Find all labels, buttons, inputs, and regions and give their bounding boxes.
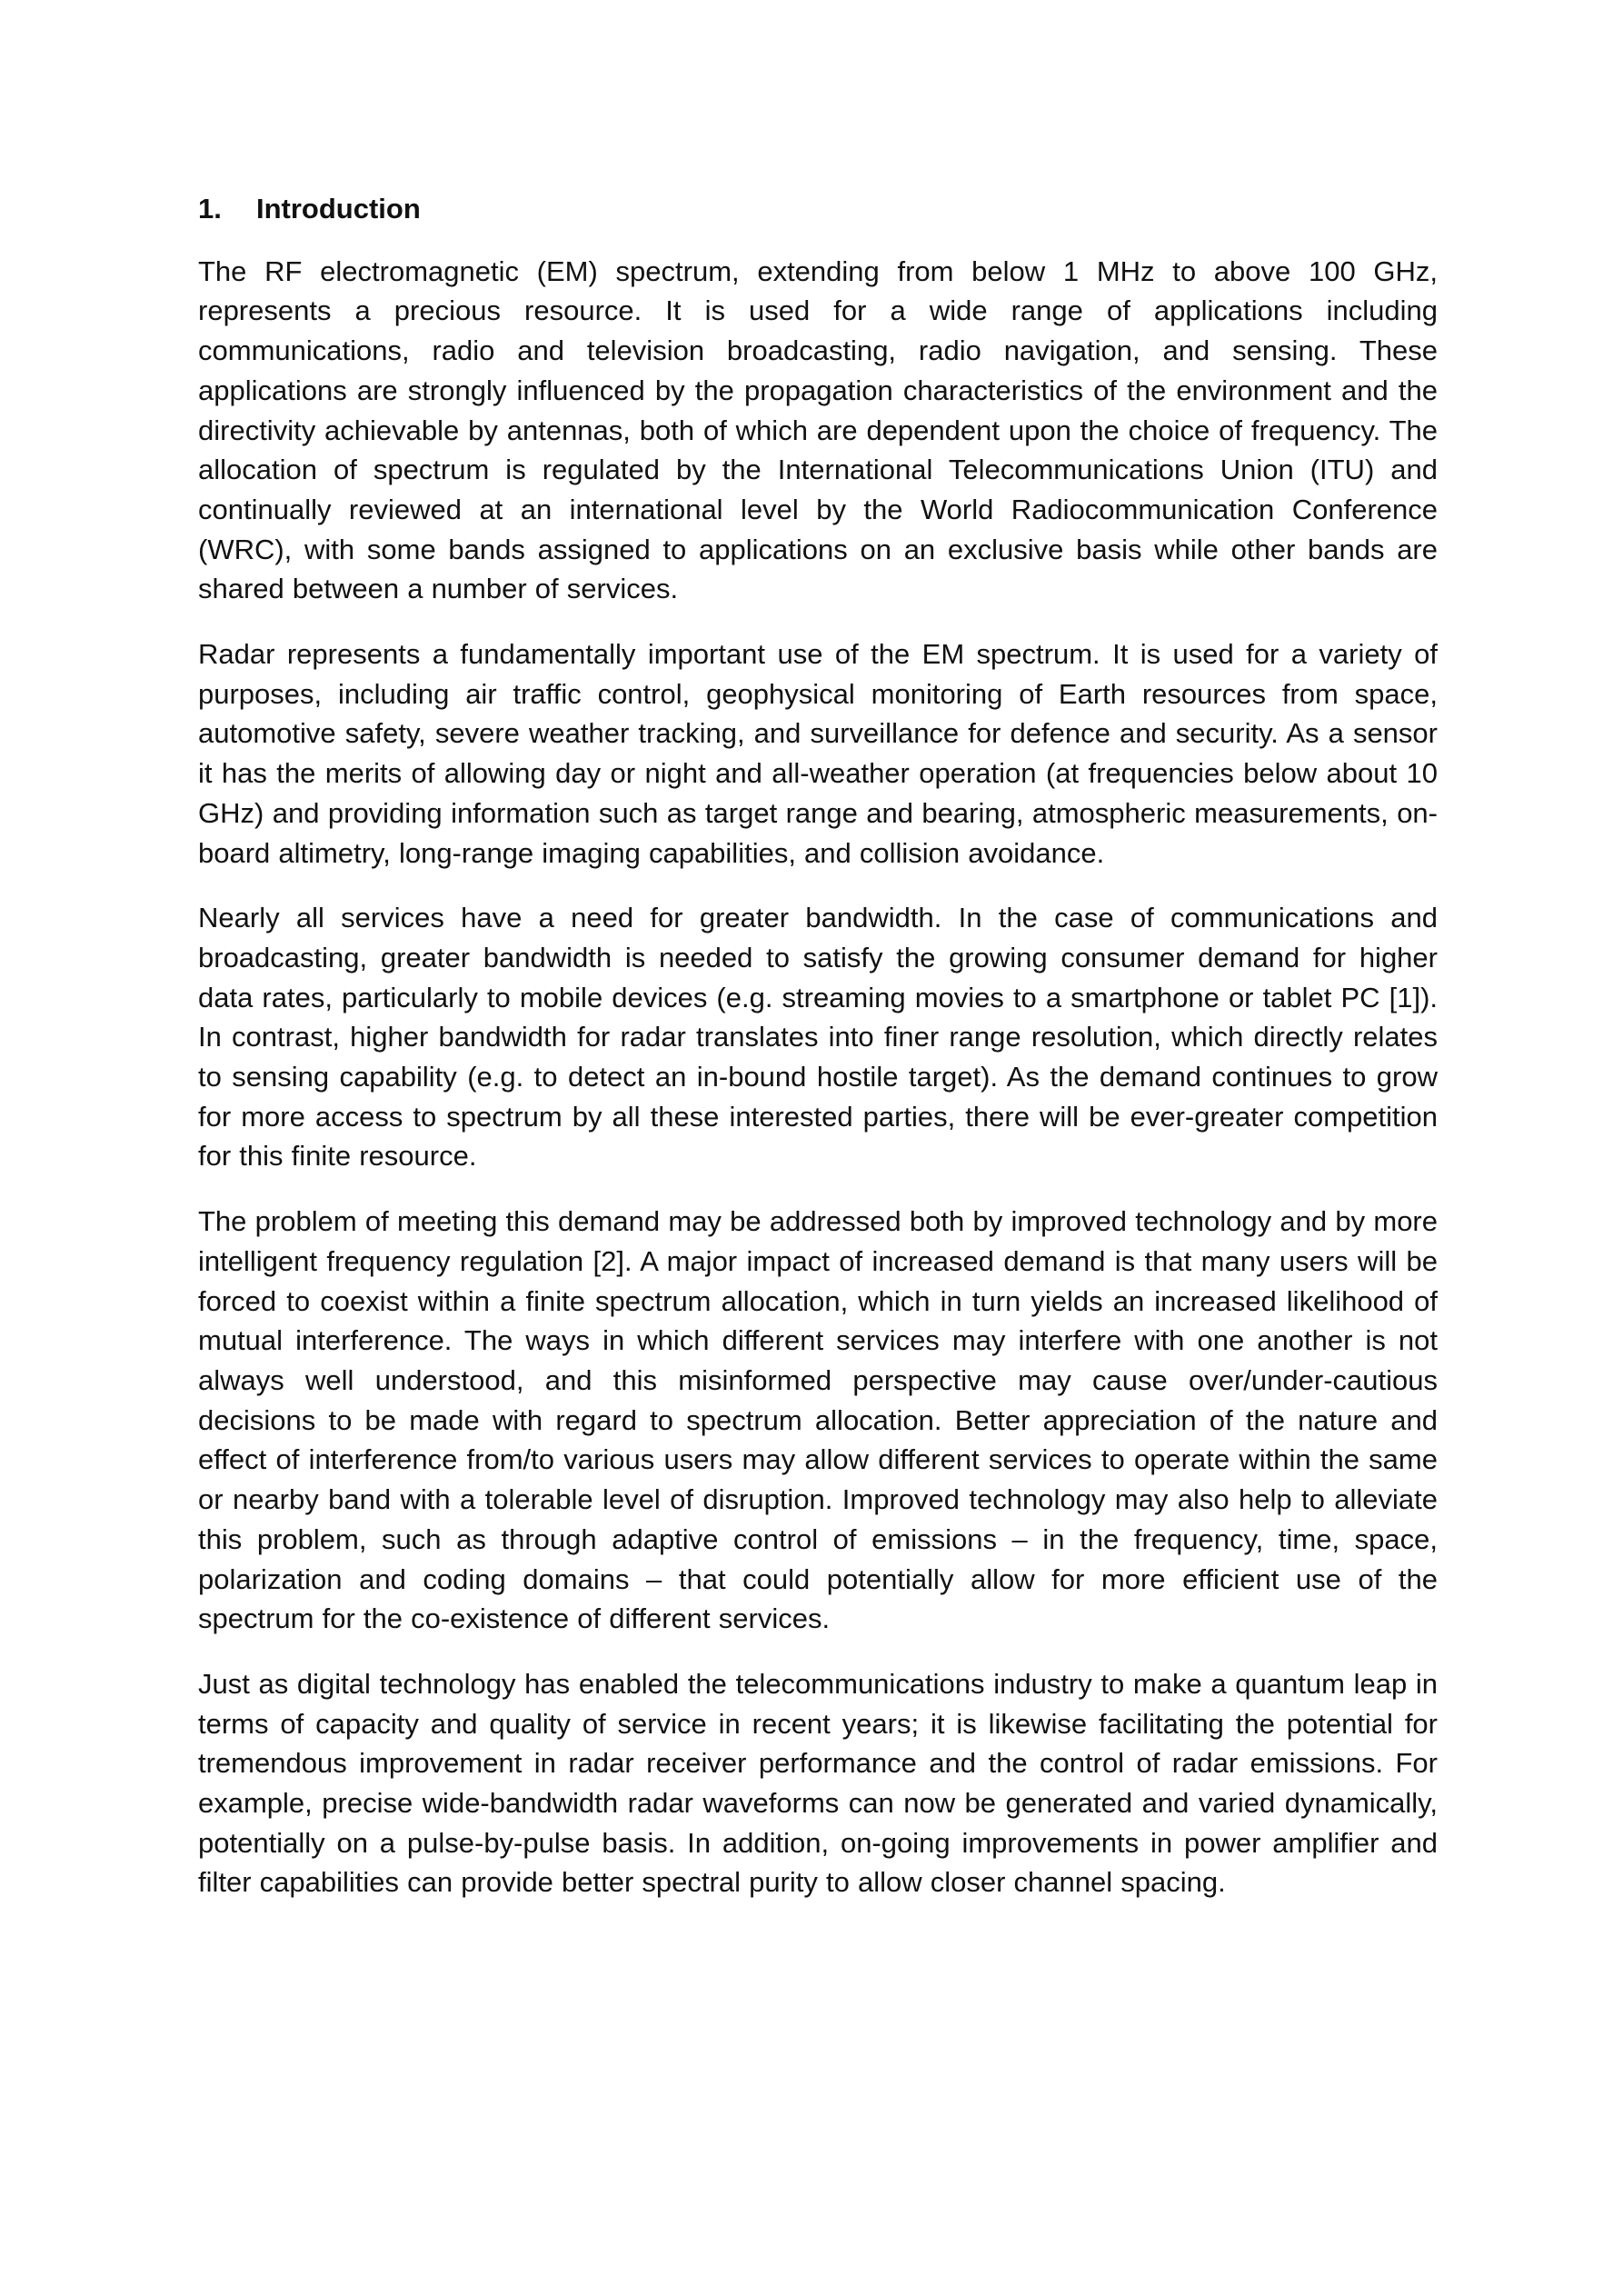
paragraph-digital-technology: Just as digital technology has enabled the telecommunications industry to make a quantum leap in terms of capacity and quality of service in recent years; it is likewise facilitating the potential for tremendous improvement in radar receiver performance and the control of radar emissions. For example, precise wide-bandwidth radar waveforms can now be generated and varied dynamically, potentially on a pulse-by-pulse basis. In addition, on-going improvements in power amplifier and filter capabilities can provide better spectral purity to allow closer channel spacing. [198,1667,1438,1899]
paragraph-demand-problem: The problem of meeting this demand may be addressed both by improved technology and by more intelligent frequency regulation [2]. A major impact of increased demand is that many users will be forced to coexist within a finite spectrum allocation, which in turn yields an increased likelihood of mutual interference. The ways in which different services may interfere with one another is not always well understood, and this misinformed perspective may cause over/under-cautious decisions to be made with regard to spectrum allocation. Better appreciation of the nature and effect of interference from/to various users may allow different services to operate within the same or nearby band with a tolerable level of disruption. Improved technology may also help to alleviate this problem, such as through adaptive control of emissions – in the frequency, time, space, polarization and coding domains – that could potentially allow for more efficient use of the spectrum for the co-existence of different services. [198,1205,1438,1635]
section-number: 1. [198,193,222,225]
section-heading [198,189,1438,229]
paragraph-radar-uses: Radar represents a fundamentally important use of the EM spectrum. It is used for a variety of purposes, including air traffic control, geophysical monitoring of Earth resources from space, automotive safety, severe weather tracking, and surveillance for defence and security. As a sensor it has the merits of allowing day or night and all-weather operation (at frequencies below about 10 GHz) and providing information such as target range and bearing, atmospheric measurements, on-board altimetry, long-range imaging capabilities, and collision avoidance. [198,638,1438,869]
paragraph-spectrum-overview: The RF electromagnetic (EM) spectrum, extending from below 1 MHz to above 100 GHz, represents a precious resource. It is used for a wide range of applications including communications, radio and television broadcasting, radio navigation, and sensing. These applications are strongly influenced by the propagation characteristics of the environment and the directivity achievable by antennas, both of which are dependent upon the choice of frequency. The allocation of spectrum is regulated by the International Telecommunications Union (ITU) and continually reviewed at an international level by the World Radiocommunication Conference (WRC), with some bands assigned to applications on an exclusive basis while other bands are shared between a number of services. [198,255,1438,605]
document-page [198,189,1438,1928]
section-title: Introduction [256,193,421,225]
paragraph-bandwidth-demand: Nearly all services have a need for greater bandwidth. In the case of communications and broadcasting, greater bandwidth is needed to satisfy the growing consumer demand for higher data rates, particularly to mobile devices (e.g. streaming movies to a smartphone or tablet PC [1]). In contrast, higher bandwidth for radar translates into finer range resolution, which directly relates to sensing capability (e.g. to detect an in-bound hostile target). As the demand continues to grow for more access to spectrum by all these interested parties, there will be ever-greater competition for this finite resource. [198,902,1438,1173]
